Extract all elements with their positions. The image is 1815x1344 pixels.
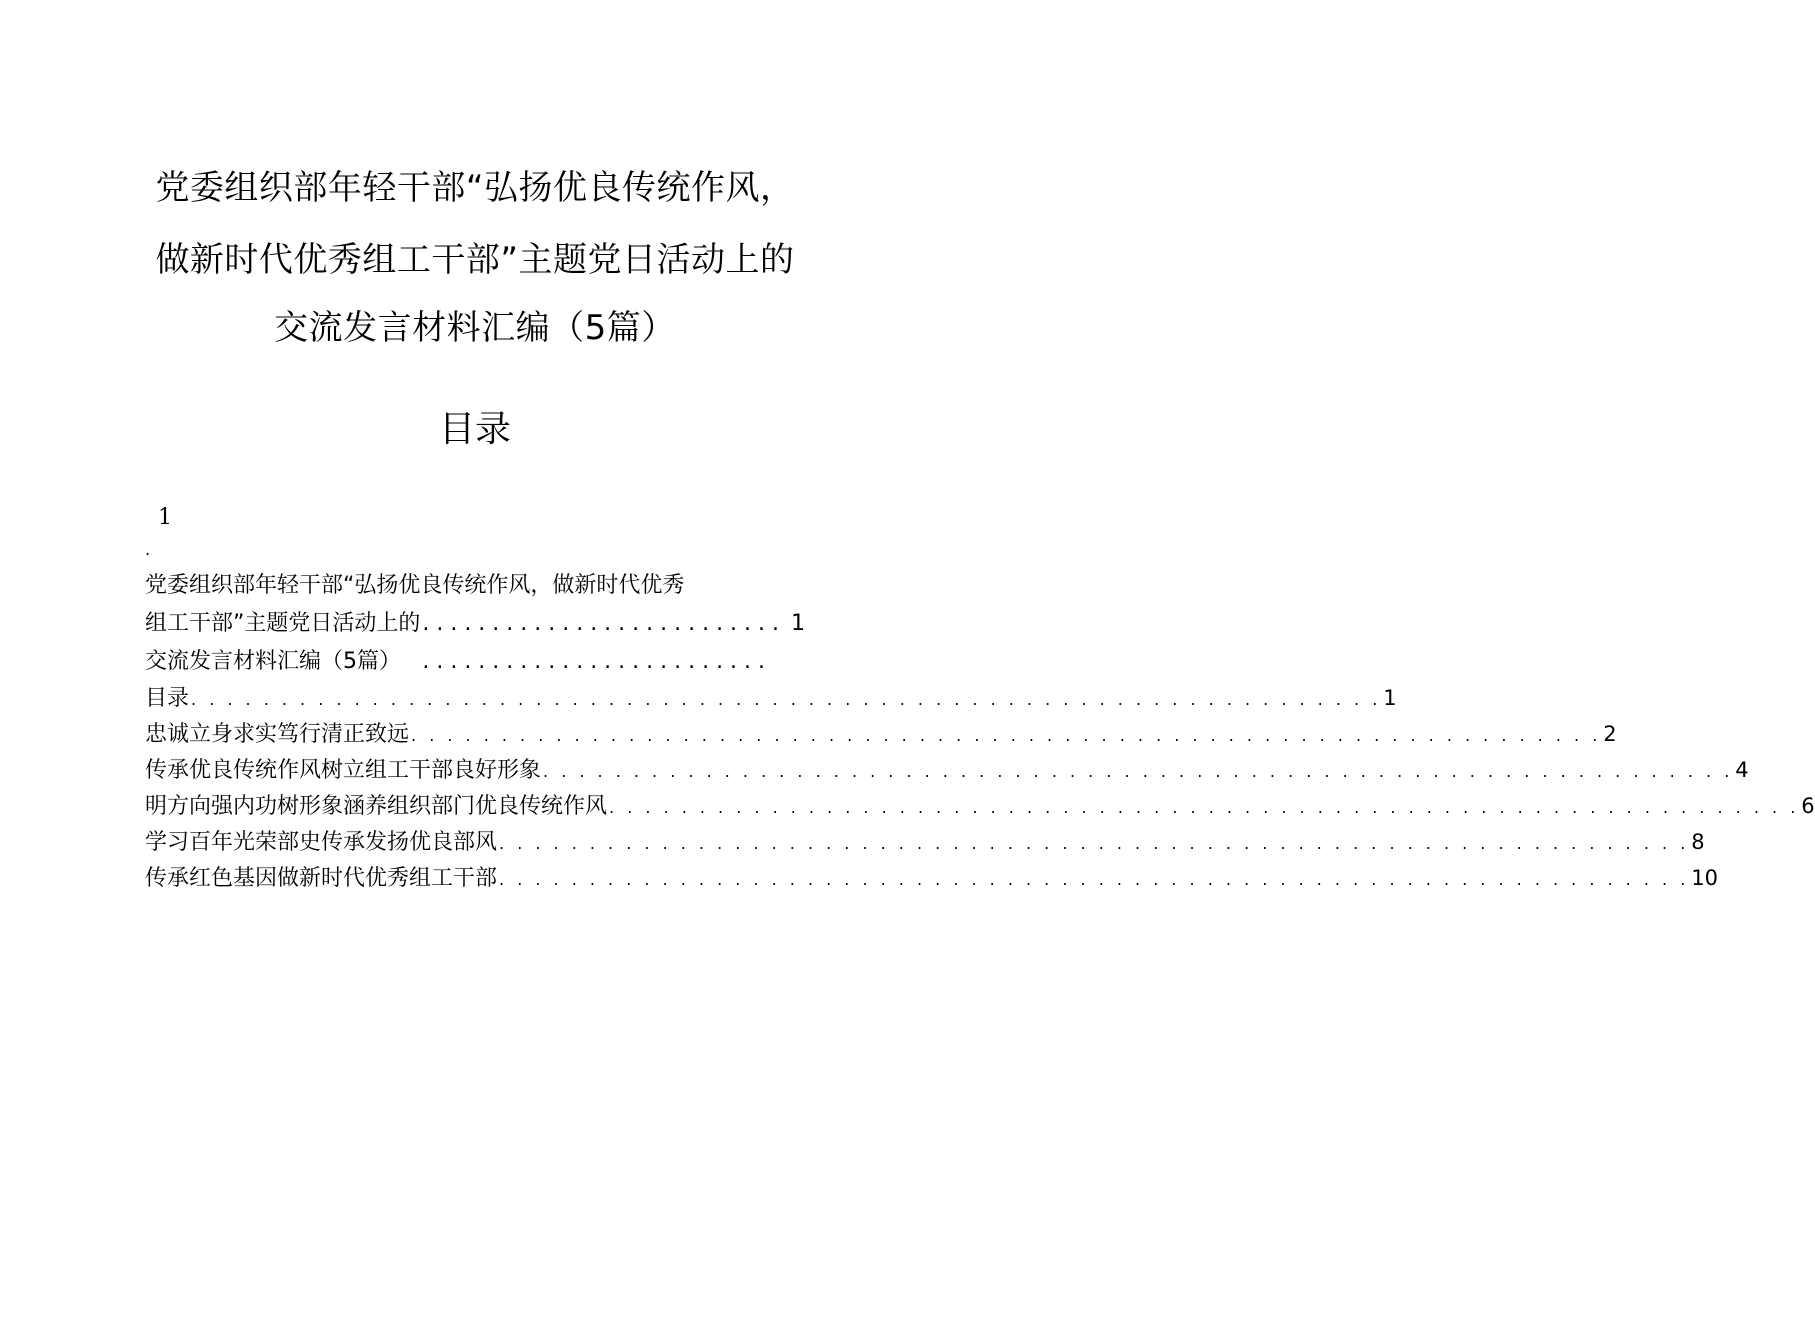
- toc-leader-dots: . . . . . . . . . . . . . . . . . . . . . . . . . . . . . . . . . . . . . . . . . . . . . . . . . . . . . . . . . . . . . . . . . .: [499, 870, 1690, 889]
- toc-page-number: 1: [1383, 686, 1397, 710]
- toc-leader-dots: . . . . . . . . . . . . . . . . . . . . . . . . . . . . . . . . . . . . . . . . . . . . . . . . . . . . . . . . . . . . . . . . . .: [543, 762, 1734, 781]
- toc-leader-dots: . . . . . . . . . . . . . . . . . . . . . . . . . . . . . . . . . . . . . . . . . . . . . . . . . . . . . . . . . . . . . . . . . .: [411, 726, 1602, 745]
- document-title-line-2: 做新时代优秀组工干部”主题党日活动上的: [155, 240, 795, 280]
- toc-entry-text: 传承红色基因做新时代优秀组工干部: [145, 866, 498, 891]
- toc-leader-dots: . . . . . . . . . . . . . . . . . . . . . . . . . . . . . . . . . . . . . . . . . . . . . . . . . . . . . . . . . . . . . . . . . .: [609, 798, 1800, 817]
- toc-entry-text: 学习百年光荣部史传承发扬优良部风: [145, 830, 498, 855]
- toc-entry[interactable]: [145, 681, 1397, 717]
- toc-entry[interactable]: [145, 753, 1749, 789]
- toc-page-number: 1: [791, 611, 805, 636]
- toc-leader-dots: . . . . . . . . . . . . . . . . . . . . . . . . . . . . . . . . . . . . . . . . . . . . . . . . . . .: [422, 611, 780, 674]
- table-of-contents: [145, 567, 1815, 897]
- document-title-line-3: 交流发言材料汇编（5篇）: [274, 308, 676, 348]
- toc-entry[interactable]: [145, 717, 1617, 753]
- toc-page-number: 10: [1691, 866, 1719, 890]
- document-title-line-1: 党委组织部年轻干部“弘扬优良传统作风，: [155, 168, 795, 208]
- toc-page-number: 2: [1603, 722, 1617, 746]
- toc-page-number: 4: [1735, 758, 1749, 782]
- toc-entry-text: 传承优良传统作风树立组工干部良好形象: [145, 758, 542, 783]
- list-dot: .: [145, 540, 151, 559]
- toc-entry-text: 忠诚立身求实笃行清正致远: [145, 722, 410, 747]
- toc-leader-dots: . . . . . . . . . . . . . . . . . . . . . . . . . . . . . . . . . . . . . . . . . . . . . . . . . . . . . . . . . . . . . . . . . .: [499, 834, 1690, 853]
- toc-entry[interactable]: [145, 825, 1705, 861]
- toc-page-number: 6: [1801, 794, 1815, 818]
- toc-leader-dots: . . . . . . . . . . . . . . . . . . . . . . . . . . . . . . . . . . . . . . . . . . . . . . . . . . . . . . . . . . . . . . . . . .: [191, 690, 1382, 709]
- toc-page-number: 8: [1691, 830, 1705, 854]
- toc-entry-text-line-1: 党委组织部年轻干部“弘扬优良传统作风，做新时代优秀: [145, 573, 685, 598]
- toc-entry[interactable]: [145, 861, 1719, 897]
- toc-entry-text: 目录: [145, 686, 190, 711]
- toc-entry[interactable]: [145, 789, 1815, 825]
- toc-entry-text-line-2: 组工干部”主题党日活动上的交流发言材料汇编（5篇）: [145, 611, 421, 674]
- list-number: 1: [158, 505, 172, 530]
- toc-entry-text: 明方向强内功树形象涵养组织部门优良传统作风: [145, 794, 608, 819]
- toc-entry-main-title[interactable]: [145, 567, 805, 681]
- toc-heading: 目录: [438, 409, 511, 450]
